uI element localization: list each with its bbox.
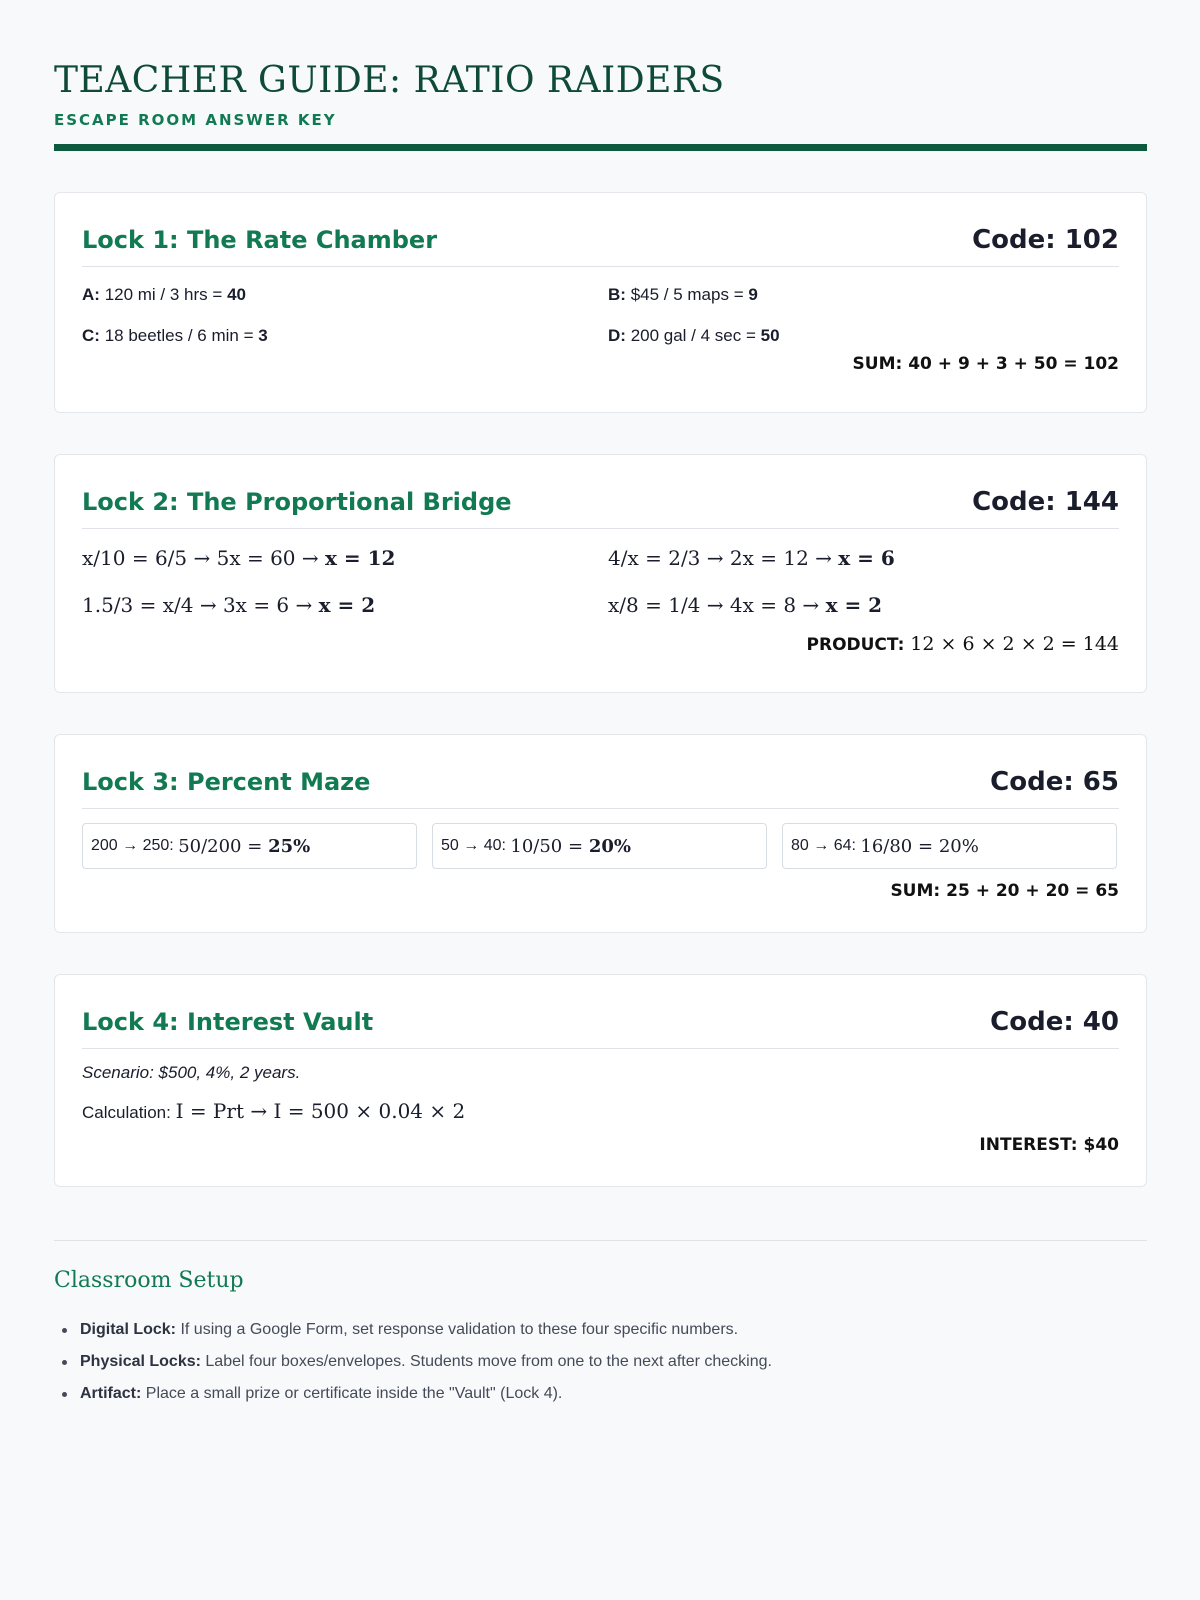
percent-answer: 20%	[588, 835, 631, 857]
title-divider	[54, 144, 1147, 151]
setup-title: Classroom Setup	[54, 1268, 244, 1293]
lock-3-title: Lock 3: Percent Maze	[82, 768, 371, 796]
lock-1-total: SUM: 40 + 9 + 3 + 50 = 102	[852, 354, 1119, 374]
percent-change: 50 → 40:	[441, 837, 506, 854]
lock-4-header	[82, 1003, 1119, 1049]
item-text: 200 gal / 4 sec =	[630, 326, 756, 345]
lock-4-title: Lock 4: Interest Vault	[82, 1008, 374, 1036]
lock-3-percent-box-2	[432, 823, 767, 869]
equation-work: 1.5/3 = x/4 → 3x = 6 →	[82, 593, 313, 617]
equation-work: 4/x = 2/3 → 2x = 12 →	[608, 546, 832, 570]
total-math: 12 × 6 × 2 × 2 = 144	[910, 633, 1119, 655]
lock-3-percent-box-3	[782, 823, 1117, 869]
percent-change: 80 → 64:	[791, 837, 856, 854]
item-text: 120 mi / 3 hrs =	[104, 285, 223, 304]
bullet-icon	[62, 1328, 67, 1333]
item-answer: 50	[760, 326, 780, 345]
lock-3-percent-box-1	[82, 823, 417, 869]
page-subtitle: ESCAPE ROOM ANSWER KEY	[54, 111, 337, 129]
setup-item-label: Physical Locks:	[80, 1353, 201, 1370]
lock-3-code: Code: 65	[990, 767, 1119, 797]
lock-4-calculation	[82, 1099, 465, 1123]
lock-2-equation-3	[82, 593, 375, 617]
lock-2-total	[807, 633, 1119, 655]
lock-1-card	[54, 192, 1147, 413]
equation-answer: x = 12	[325, 546, 396, 570]
setup-list	[54, 1314, 1147, 1410]
equation-answer: x = 2	[825, 593, 883, 617]
setup-item-text: Place a small prize or certificate inside the "Vault" (Lock 4).	[145, 1385, 563, 1402]
lock-4-scenario: Scenario: $500, 4%, 2 years.	[82, 1063, 301, 1082]
lock-2-header	[82, 483, 1119, 529]
page-title: TEACHER GUIDE: RATIO RAIDERS	[54, 60, 725, 101]
calculation-math: I = Prt → I = 500 × 0.04 × 2	[175, 1099, 466, 1123]
lock-3-card	[54, 734, 1147, 933]
item-label: A:	[82, 285, 100, 304]
lock-1-item-b	[608, 285, 758, 305]
percent-answer: 25%	[268, 835, 311, 857]
bullet-icon	[62, 1392, 67, 1397]
setup-item-text: Label four boxes/envelopes. Students move from one to the next after checking.	[205, 1353, 772, 1370]
total-label: PRODUCT:	[806, 635, 905, 655]
percent-fraction: 50/200 =	[178, 835, 263, 857]
percent-answer: 20%	[938, 835, 979, 857]
item-label: D:	[608, 326, 626, 345]
setup-item-label: Artifact:	[80, 1385, 142, 1402]
lock-1-header	[82, 221, 1119, 267]
lock-2-equation-1	[82, 546, 395, 570]
lock-2-code: Code: 144	[972, 487, 1119, 517]
lock-2-equation-2	[608, 546, 895, 570]
item-answer: 9	[748, 285, 758, 304]
lock-3-total: SUM: 25 + 20 + 20 = 65	[890, 881, 1119, 901]
percent-work	[860, 836, 978, 857]
equation-answer: x = 2	[318, 593, 376, 617]
percent-work	[510, 836, 631, 857]
setup-item-physical-locks	[54, 1346, 1147, 1378]
document-header	[54, 56, 1147, 151]
setup-divider	[54, 1240, 1147, 1241]
equation-answer: x = 6	[838, 546, 895, 570]
lock-4-code: Code: 40	[990, 1007, 1119, 1037]
lock-2-card	[54, 454, 1147, 693]
lock-2-title: Lock 2: The Proportional Bridge	[82, 488, 512, 516]
equation-work: x/10 = 6/5 → 5x = 60 →	[82, 546, 319, 570]
equation-work: x/8 = 1/4 → 4x = 8 →	[608, 593, 820, 617]
item-label: B:	[608, 285, 626, 304]
lock-4-card	[54, 974, 1147, 1187]
lock-4-total: INTEREST: $40	[979, 1135, 1119, 1155]
bullet-icon	[62, 1360, 67, 1365]
lock-1-title: Lock 1: The Rate Chamber	[82, 226, 438, 254]
setup-item-text: If using a Google Form, set response validation to these four specific numbers.	[180, 1321, 739, 1338]
lock-2-equation-4	[608, 593, 882, 617]
setup-item-label: Digital Lock:	[80, 1321, 177, 1338]
lock-1-code: Code: 102	[972, 225, 1119, 255]
lock-3-header	[82, 763, 1119, 809]
percent-fraction: 16/80 =	[860, 835, 934, 857]
calculation-label: Calculation:	[82, 1103, 171, 1122]
lock-1-item-a	[82, 285, 246, 305]
item-text: $45 / 5 maps =	[630, 285, 744, 304]
setup-item-artifact	[54, 1378, 1147, 1410]
percent-work	[178, 836, 310, 857]
item-answer: 40	[227, 285, 246, 304]
lock-1-item-c	[82, 326, 268, 346]
percent-change: 200 → 250:	[91, 837, 174, 854]
item-label: C:	[82, 326, 100, 345]
setup-item-digital-lock	[54, 1314, 1147, 1346]
percent-fraction: 10/50 =	[510, 835, 584, 857]
lock-1-item-d	[608, 326, 780, 346]
item-text: 18 beetles / 6 min =	[104, 326, 254, 345]
item-answer: 3	[258, 326, 268, 345]
